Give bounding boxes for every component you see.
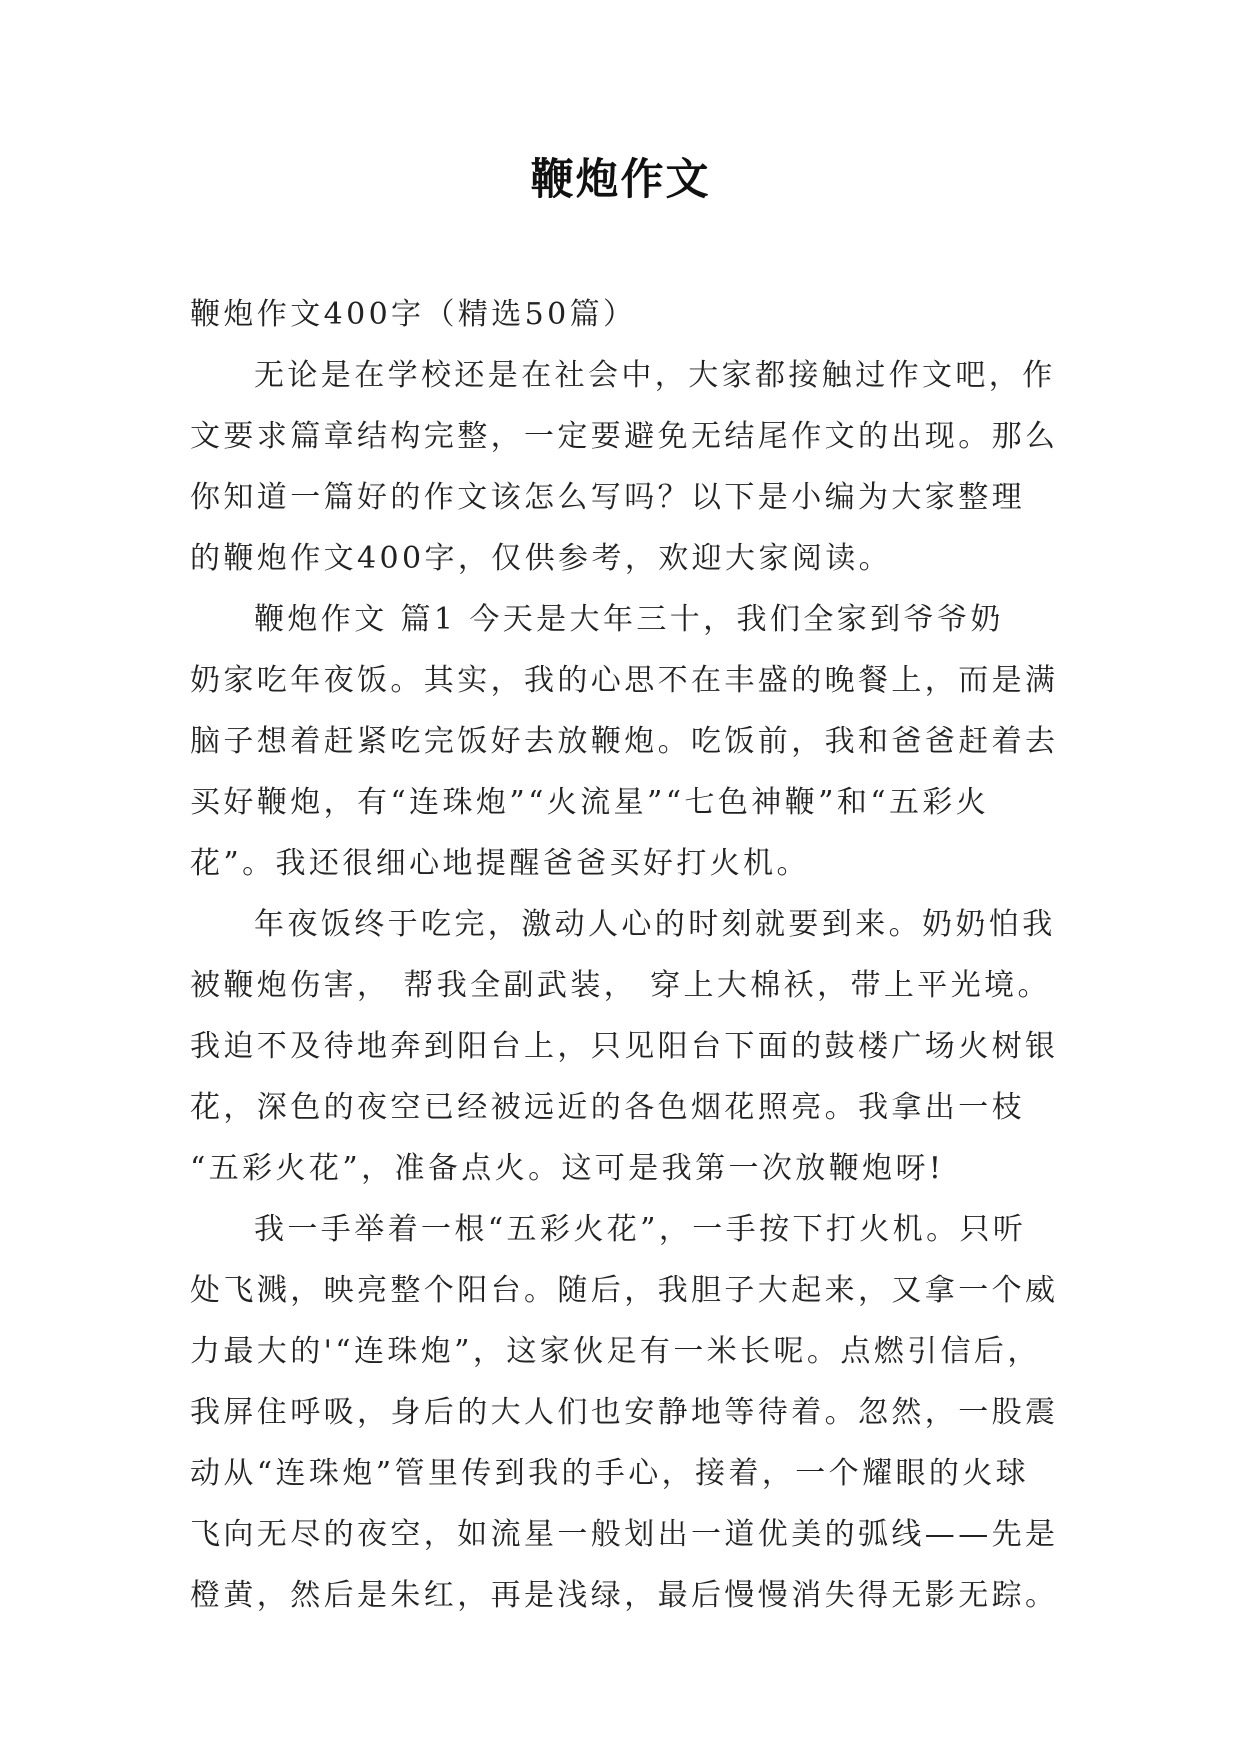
text-line: 我屏住呼吸，身后的大人们也安静地等待着。忽然，一股震 xyxy=(190,1395,1059,1430)
text-line: 动从“连珠炮”管里传到我的手心，接着，一个耀眼的火球 xyxy=(190,1456,1030,1491)
text-line: 花”。我还很细心地提醒爸爸买好打火机。 xyxy=(190,846,810,881)
document-body xyxy=(190,284,1059,1626)
text-line: 脑子想着赶紧吃完饭好去放鞭炮。吃饭前，我和爸爸赶着去 xyxy=(190,724,1059,759)
text-line: 鞭炮作文400字（精选50篇） xyxy=(190,297,637,332)
text-line: 年夜饭终于吃完，激动人心的时刻就要到来。奶奶怕我 xyxy=(254,907,1056,942)
text-line: 处飞溅，映亮整个阳台。随后，我胆子大起来，又拿一个威 xyxy=(190,1273,1059,1308)
text-line: 飞向无尽的夜空，如流星一般划出一道优美的弧线——先是 xyxy=(190,1517,1059,1552)
text-line: 鞭炮作文 篇1 今天是大年三十，我们全家到爷爷奶 xyxy=(254,602,1004,637)
text-line: “五彩火花”，准备点火。这可是我第一次放鞭炮呀! xyxy=(190,1151,945,1186)
text-line: 你知道一篇好的作文该怎么写吗？以下是小编为大家整理 xyxy=(190,480,1025,515)
text-line: 奶家吃年夜饭。其实，我的心思不在丰盛的晚餐上，而是满 xyxy=(190,663,1059,698)
document-title: 鞭炮作文 xyxy=(530,155,711,205)
text-line: 买好鞭炮，有“连珠炮”“火流星”“七色神鞭”和“五彩火 xyxy=(190,785,990,820)
text-line: 的鞭炮作文400字，仅供参考，欢迎大家阅读。 xyxy=(190,541,893,576)
text-line: 文要求篇章结构完整，一定要避免无结尾作文的出现。那么 xyxy=(190,419,1059,454)
text-line: 被鞭炮伤害， 帮我全副武装， 穿上大棉袄，带上平光境。 xyxy=(190,968,1051,1003)
text-line: 力最大的'“连珠炮”，这家伙足有一米长呢。点燃引信后， xyxy=(190,1334,1041,1369)
text-line: 我迫不及待地奔到阳台上，只见阳台下面的鼓楼广场火树银 xyxy=(190,1029,1059,1064)
text-line: 我一手举着一根“五彩火花”，一手按下打火机。只听 xyxy=(254,1212,1027,1247)
text-line: 橙黄，然后是朱红，再是浅绿，最后慢慢消失得无影无踪。 xyxy=(190,1578,1059,1613)
text-line: 花，深色的夜空已经被远近的各色烟花照亮。我拿出一枝 xyxy=(190,1090,1025,1125)
text-line: 无论是在学校还是在社会中，大家都接触过作文吧，作 xyxy=(254,358,1056,393)
